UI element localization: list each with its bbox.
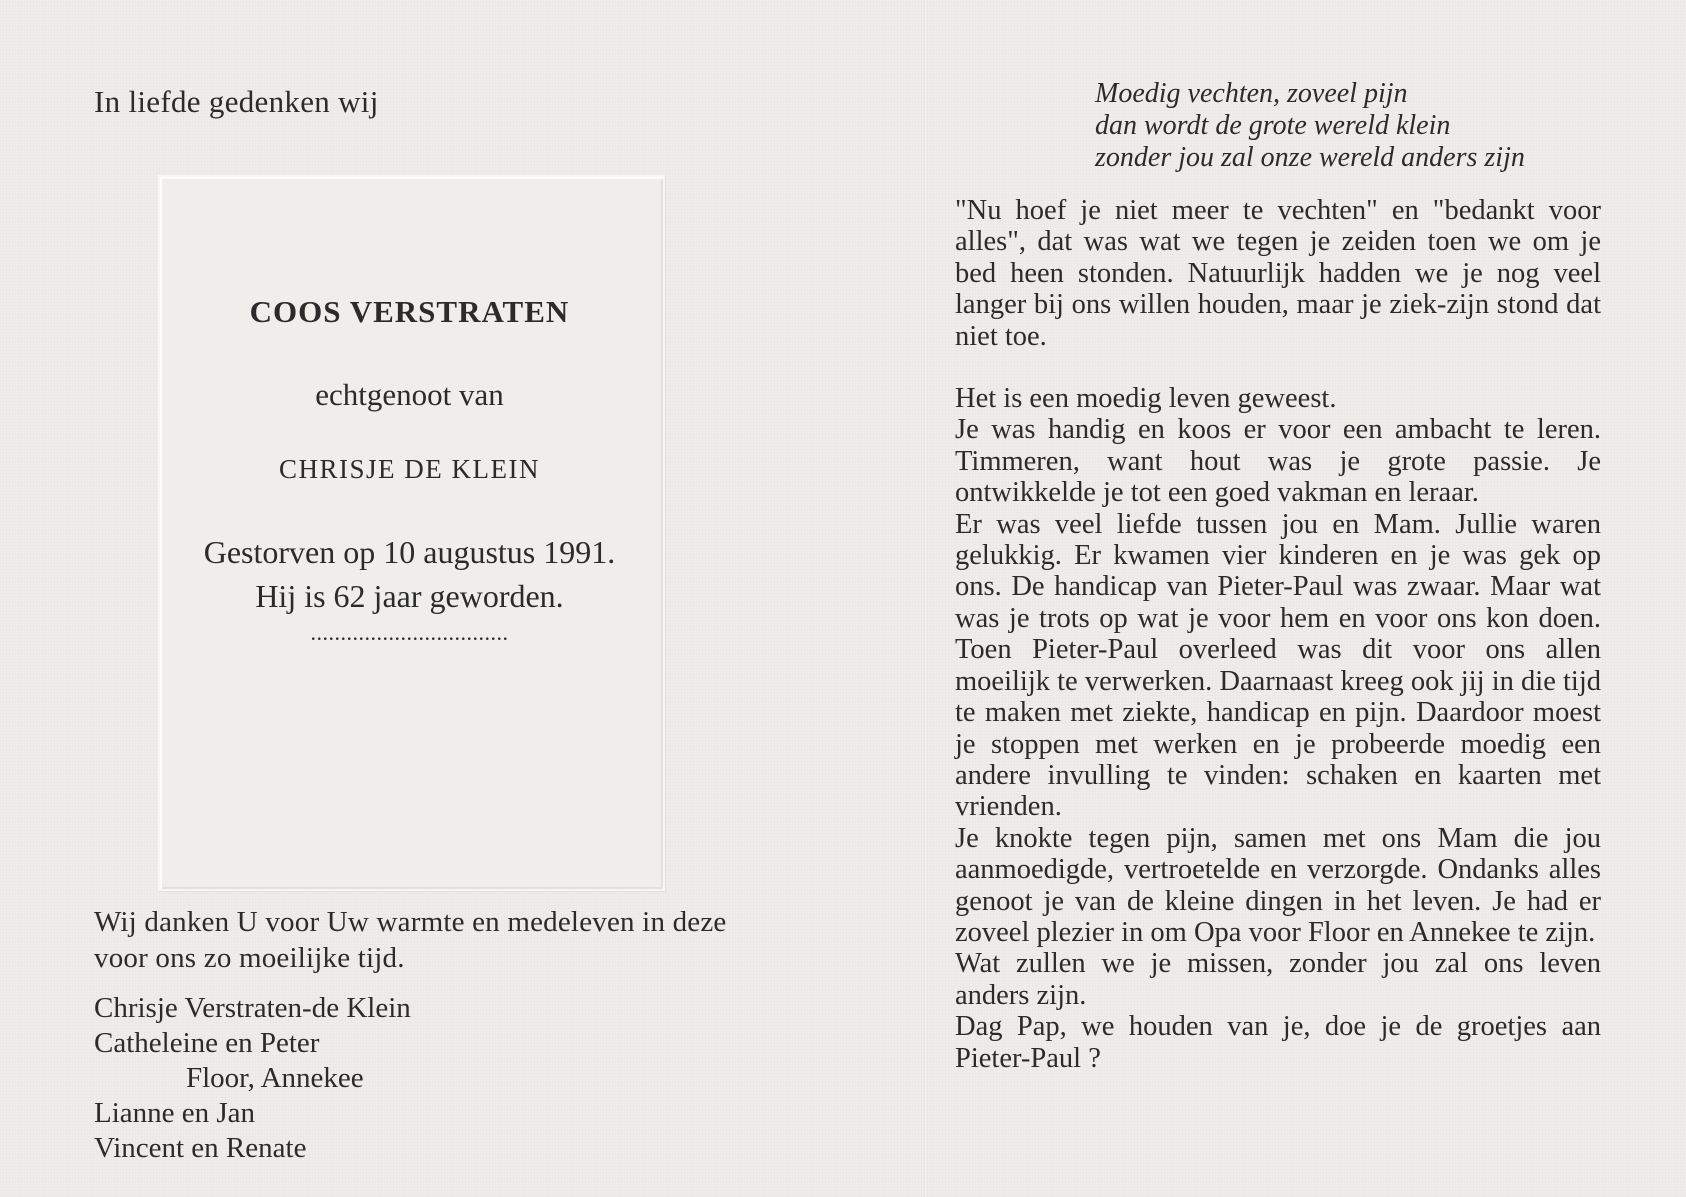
dotted-separator: .................................: [310, 620, 509, 645]
intro-line: In liefde gedenken wij: [94, 84, 379, 119]
deceased-name: COOS VERSTRATEN: [249, 294, 570, 329]
card-fold: [924, 0, 926, 1197]
poem: [1095, 78, 1525, 174]
poem-line: dan wordt de grote wereld klein: [1095, 110, 1451, 141]
family-member: Floor, Annekee: [186, 1062, 364, 1094]
poem-line: zonder jou zal onze wereld anders zijn: [1095, 142, 1525, 173]
family-member: Vincent en Renate: [94, 1132, 307, 1164]
spouse-name: CHRISJE DE KLEIN: [279, 454, 540, 484]
paragraph: "Nu hoef je niet meer te vechten" en "bedankt voor alles", dat was wat we tegen je zeiden toen we om je bed heen stonden. Natuurlijk hadden we je nog veel langer bij ons willen houden, maar je ziek-zijn stond dat niet toe.: [955, 195, 1601, 352]
spouse-of-label: echtgenoot van: [315, 377, 504, 412]
date-of-death: Gestorven op 10 augustus 1991.: [203, 534, 616, 570]
paragraph: Je knokte tegen pijn, samen met ons Mam die jou aanmoedigde, vertroetelde en verzorgde. Ondanks alles genoot je van de kleine dingen in het leven. Je had er zoveel plezier in om Opa voor Floor en Annekee te zijn.: [955, 822, 1601, 948]
embossed-panel: [158, 175, 665, 891]
family-member: Chrisje Verstraten-de Klein: [94, 992, 411, 1024]
paragraph: Wat zullen we je missen, zonder jou zal ons leven anders zijn.: [955, 948, 1601, 1011]
family-member: Catheleine en Peter: [94, 1027, 320, 1059]
paragraph: Er was veel liefde tussen jou en Mam. Jullie waren gelukkig. Er kwamen vier kinderen en je was gek op ons. De handicap van Pieter-Paul was zwaar. Maar wat was je trots op wat je voor hem en voor ons kon doen. Toen Pieter-Paul overleed was dit voor ons allen moeilijk te verwerken. Daarnaast kreeg ook jij in die tijd te maken met ziekte, handicap en pijn. Daardoor moest je stoppen met werken en je probeerde moedig een andere invulling te vinden: schaken en kaarten met vrienden.: [955, 508, 1601, 823]
poem-line: Moedig vechten, zoveel pijn: [1095, 78, 1408, 109]
memorial-text: [955, 195, 1601, 1074]
thanks-message: Wij danken U voor Uw warmte en medeleven in deze voor ons zo moeilijke tijd.: [94, 906, 727, 974]
paragraph: Dag Pap, we houden van je, doe je de groetjes aan Pieter-Paul ?: [955, 1011, 1601, 1074]
age-at-death: Hij is 62 jaar geworden.: [255, 578, 564, 614]
paragraph: Je was handig en koos er voor een ambacht te leren. Timmeren, want hout was je grote passie. Je ontwikkelde je tot een goed vakman en leraar.: [955, 414, 1601, 509]
family-member: Lianne en Jan: [94, 1097, 256, 1129]
paragraph: Het is een moedig leven geweest.: [955, 383, 1337, 415]
family-list: [94, 991, 411, 1166]
